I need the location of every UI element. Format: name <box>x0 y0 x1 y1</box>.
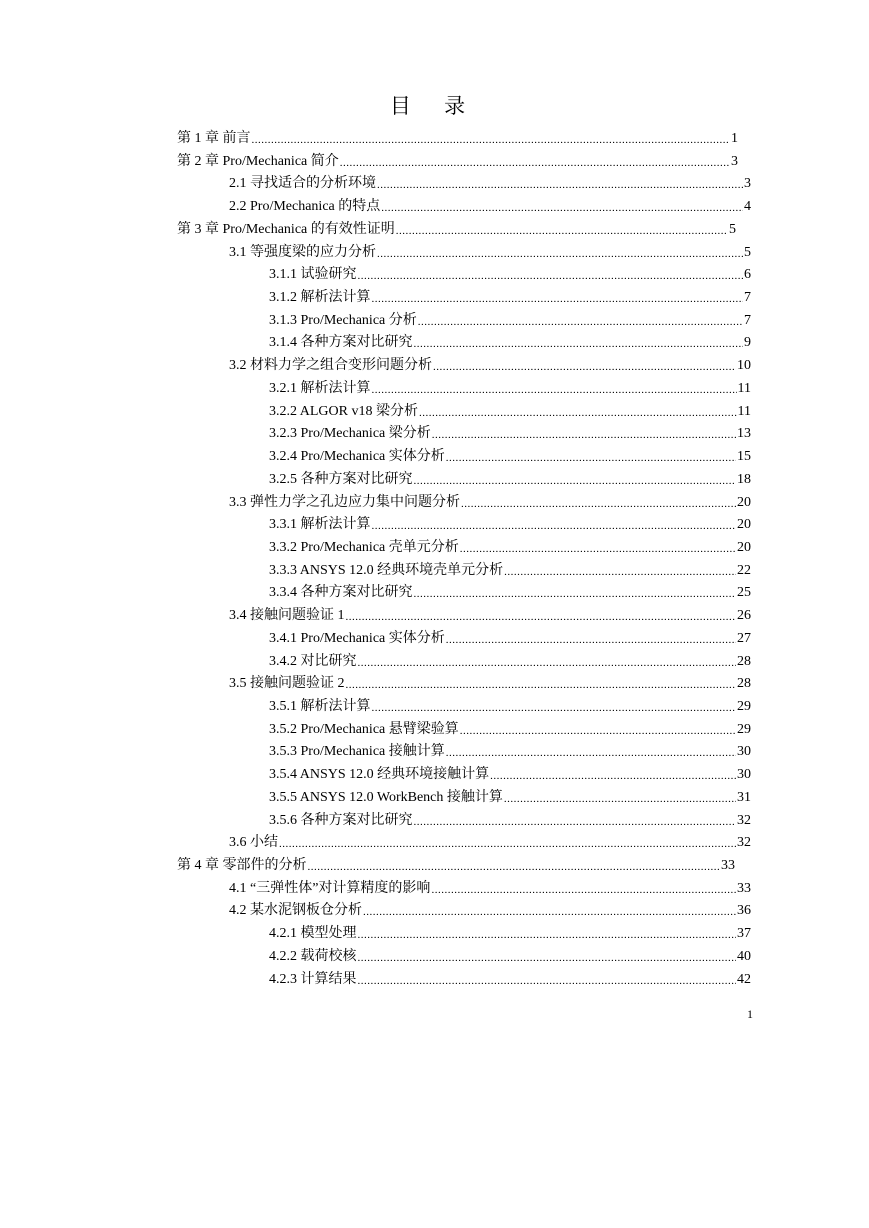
toc-entry-title: 2.1 寻找适合的分析环境 <box>229 176 376 192</box>
toc-entry-title: 4.2.3 计算结果 <box>269 971 357 987</box>
toc-entry-title: 3.1.1 试验研究 <box>269 267 357 283</box>
toc-entry-page: 31 <box>737 789 751 805</box>
toc-entry-line <box>177 856 735 876</box>
toc-entry-line <box>269 265 751 285</box>
toc-entry[interactable] <box>0 674 869 697</box>
toc-entry-page: 9 <box>744 335 751 351</box>
dot-leader <box>372 700 737 717</box>
toc-entry-title: 3.5.5 ANSYS 12.0 WorkBench 接触计算 <box>269 789 503 805</box>
toc-entry-page: 42 <box>737 971 751 987</box>
toc-entry-line <box>229 674 751 694</box>
toc-entry[interactable] <box>0 129 869 152</box>
page-title: 目 录 <box>389 94 480 118</box>
toc-entry-page: 36 <box>737 903 751 919</box>
toc-entry[interactable] <box>0 970 869 993</box>
dot-leader <box>446 632 736 649</box>
toc-entry-title: 3.5.4 ANSYS 12.0 经典环境接触计算 <box>269 767 490 783</box>
toc-entry-title: 4.1 “三弹性体”对计算精度的影响 <box>229 880 431 896</box>
toc-entry[interactable] <box>0 333 869 356</box>
toc-entry[interactable] <box>0 765 869 788</box>
dot-leader <box>252 132 731 149</box>
dot-leader <box>433 359 736 376</box>
toc-entry[interactable] <box>0 152 869 175</box>
toc-entry[interactable] <box>0 833 869 856</box>
dot-leader <box>358 973 737 990</box>
toc-entry-line <box>269 561 751 581</box>
toc-entry-line <box>269 538 751 558</box>
toc-entry-title: 3.2.5 各种方案对比研究 <box>269 471 413 487</box>
dot-leader <box>396 223 728 240</box>
toc-entry-line <box>269 811 751 831</box>
toc-entry-line <box>269 424 751 444</box>
toc-entry-page: 32 <box>737 812 751 828</box>
dot-leader <box>414 586 737 603</box>
dot-leader <box>372 291 744 308</box>
toc-entry-line <box>269 788 751 808</box>
toc-entry-page: 7 <box>744 290 751 306</box>
toc-entry-page: 20 <box>737 539 751 555</box>
toc-entry-line <box>177 152 738 172</box>
toc-entry-title: 3.5.6 各种方案对比研究 <box>269 812 413 828</box>
toc-entry-title: 3.4.2 对比研究 <box>269 653 357 669</box>
toc-entry-page: 11 <box>737 380 751 396</box>
toc-entry[interactable] <box>0 493 869 516</box>
toc-entry-page: 28 <box>737 676 751 692</box>
toc-entry-title: 3.6 小结 <box>229 835 278 851</box>
toc-entry[interactable] <box>0 879 869 902</box>
toc-entry-page: 7 <box>744 312 751 328</box>
toc-entry[interactable] <box>0 265 869 288</box>
toc-entry-title: 第 1 章 前言 <box>177 131 251 146</box>
toc-entry-line <box>269 379 751 399</box>
toc-entry[interactable] <box>0 424 869 447</box>
toc-entry-line <box>269 333 751 353</box>
toc-entry[interactable] <box>0 538 869 561</box>
toc-entry-title: 2.2 Pro/Mechanica 的特点 <box>229 199 381 215</box>
toc-entry-line <box>269 720 751 740</box>
toc-entry-line <box>269 765 751 785</box>
toc-entry[interactable] <box>0 402 869 425</box>
dot-leader <box>346 677 737 694</box>
toc-entry-page: 33 <box>721 858 735 873</box>
toc-entry-title: 3.3.1 解析法计算 <box>269 517 371 533</box>
toc-entry-line <box>269 947 751 967</box>
toc-entry-title: 3.2 材料力学之组合变形问题分析 <box>229 358 432 374</box>
toc-entry-page: 10 <box>737 358 751 374</box>
page-number: 1 <box>747 1007 753 1021</box>
toc-entry-page: 3 <box>731 153 738 169</box>
toc-entry-title: 3.2.2 ALGOR v18 梁分析 <box>269 403 418 419</box>
dot-leader <box>461 496 736 513</box>
toc-entry-page: 3 <box>744 176 751 192</box>
toc-entry-title: 3.5.2 Pro/Mechanica 悬臂梁验算 <box>269 721 459 737</box>
toc-entry[interactable] <box>0 447 869 470</box>
toc-entry[interactable] <box>0 924 869 947</box>
toc-entry-line <box>269 629 751 649</box>
toc-entry-page: 5 <box>744 244 751 260</box>
toc-entry-title: 3.3.2 Pro/Mechanica 壳单元分析 <box>269 539 459 555</box>
dot-leader <box>460 541 736 558</box>
dot-leader <box>358 950 737 967</box>
table-of-contents <box>0 129 869 992</box>
toc-entry-page: 37 <box>737 926 751 942</box>
toc-entry[interactable] <box>0 901 869 924</box>
toc-entry-line <box>269 652 751 672</box>
toc-entry-line <box>269 288 751 308</box>
toc-entry-title: 3.1.4 各种方案对比研究 <box>269 335 413 351</box>
dot-leader <box>279 836 736 853</box>
toc-entry-title: 3.2.3 Pro/Mechanica 梁分析 <box>269 426 431 442</box>
toc-entry-title: 第 3 章 Pro/Mechanica 的有效性证明 <box>177 221 395 237</box>
toc-entry[interactable] <box>0 288 869 311</box>
dot-leader <box>418 314 743 331</box>
dot-leader <box>358 927 737 944</box>
toc-entry[interactable] <box>0 742 869 765</box>
toc-entry-line <box>269 924 751 944</box>
toc-entry-page: 29 <box>737 698 751 714</box>
toc-entry-title: 3.2.1 解析法计算 <box>269 380 371 396</box>
toc-entry[interactable] <box>0 788 869 811</box>
dot-leader <box>504 564 736 581</box>
toc-entry[interactable] <box>0 197 869 220</box>
toc-entry[interactable] <box>0 174 869 197</box>
toc-entry[interactable] <box>0 311 869 334</box>
dot-leader <box>414 814 737 831</box>
toc-entry-page: 33 <box>737 880 751 896</box>
toc-entry-line <box>229 606 751 626</box>
toc-entry-page: 32 <box>737 835 751 851</box>
toc-entry-page: 40 <box>737 948 751 964</box>
toc-entry[interactable] <box>0 220 869 243</box>
toc-entry-page: 11 <box>737 403 751 419</box>
toc-entry-line <box>269 447 751 467</box>
toc-entry-line <box>229 493 751 513</box>
toc-entry-page: 20 <box>737 494 751 510</box>
toc-entry-line <box>229 833 751 853</box>
dot-leader <box>490 768 736 785</box>
dot-leader <box>431 882 736 899</box>
dot-leader <box>414 336 744 353</box>
dot-leader <box>419 405 737 422</box>
toc-entry-title: 3.2.4 Pro/Mechanica 实体分析 <box>269 449 445 465</box>
toc-entry-page: 13 <box>737 426 751 442</box>
toc-entry-title: 4.2 某水泥钢板仓分析 <box>229 903 362 919</box>
toc-entry[interactable] <box>0 561 869 584</box>
toc-entry-page: 29 <box>737 721 751 737</box>
toc-entry-page: 6 <box>744 267 751 283</box>
toc-entry[interactable] <box>0 811 869 834</box>
dot-leader <box>414 473 737 490</box>
toc-entry-title: 3.5.3 Pro/Mechanica 接触计算 <box>269 744 445 760</box>
toc-entry[interactable] <box>0 243 869 266</box>
dot-leader <box>372 382 737 399</box>
toc-entry[interactable] <box>0 379 869 402</box>
toc-entry-page: 30 <box>737 767 751 783</box>
dot-leader <box>460 723 736 740</box>
toc-entry-title: 3.1.3 Pro/Mechanica 分析 <box>269 312 417 328</box>
dot-leader <box>381 200 743 217</box>
dot-leader <box>308 859 721 876</box>
toc-entry-page: 4 <box>744 199 751 215</box>
toc-entry-title: 4.2.2 载荷校核 <box>269 948 357 964</box>
toc-entry-line <box>229 174 751 194</box>
dot-leader <box>377 177 743 194</box>
toc-entry-title: 3.1 等强度梁的应力分析 <box>229 244 376 260</box>
toc-entry-title: 3.5.1 解析法计算 <box>269 698 371 714</box>
toc-entry[interactable] <box>0 947 869 970</box>
dot-leader <box>372 518 737 535</box>
toc-entry-line <box>269 402 751 422</box>
toc-entry-line <box>229 901 751 921</box>
toc-entry-page: 22 <box>737 562 751 578</box>
dot-leader <box>446 745 736 762</box>
dot-leader <box>340 155 730 172</box>
toc-entry-title: 3.4 接触问题验证 1 <box>229 608 345 624</box>
toc-entry-page: 27 <box>737 630 751 646</box>
dot-leader <box>346 609 737 626</box>
toc-entry-line <box>229 879 751 899</box>
toc-entry-title: 3.3.4 各种方案对比研究 <box>269 585 413 601</box>
toc-entry-line <box>177 220 736 240</box>
toc-entry-line <box>269 515 751 535</box>
toc-entry[interactable] <box>0 515 869 538</box>
toc-entry-page: 30 <box>737 744 751 760</box>
dot-leader <box>446 450 736 467</box>
toc-entry-page: 5 <box>729 221 736 237</box>
toc-entry-title: 3.3 弹性力学之孔边应力集中问题分析 <box>229 494 460 510</box>
toc-entry-page: 1 <box>731 131 738 146</box>
dot-leader <box>377 246 743 263</box>
toc-entry-line <box>269 470 751 490</box>
toc-entry-page: 28 <box>737 653 751 669</box>
toc-entry[interactable] <box>0 856 869 879</box>
toc-entry[interactable] <box>0 606 869 629</box>
toc-entry-title: 第 4 章 零部件的分析 <box>177 858 307 873</box>
toc-entry-title: 4.2.1 模型处理 <box>269 926 357 942</box>
toc-entry-line <box>269 697 751 717</box>
toc-entry-title: 第 2 章 Pro/Mechanica 简介 <box>177 153 339 169</box>
toc-entry-page: 25 <box>737 585 751 601</box>
toc-entry[interactable] <box>0 720 869 743</box>
toc-entry-page: 20 <box>737 517 751 533</box>
toc-entry-line <box>177 129 738 149</box>
toc-entry-title: 3.5 接触问题验证 2 <box>229 676 345 692</box>
toc-entry[interactable] <box>0 652 869 675</box>
dot-leader <box>358 268 744 285</box>
toc-entry[interactable] <box>0 629 869 652</box>
toc-entry-page: 26 <box>737 608 751 624</box>
dot-leader <box>504 791 736 808</box>
toc-entry-title: 3.3.3 ANSYS 12.0 经典环境壳单元分析 <box>269 562 504 578</box>
toc-entry-line <box>229 356 751 376</box>
toc-entry[interactable] <box>0 583 869 606</box>
toc-entry-line <box>269 311 751 331</box>
toc-entry-line <box>269 970 751 990</box>
toc-entry[interactable] <box>0 470 869 493</box>
toc-entry[interactable] <box>0 356 869 379</box>
toc-entry[interactable] <box>0 697 869 720</box>
toc-entry-page: 18 <box>737 471 751 487</box>
toc-entry-line <box>229 243 751 263</box>
dot-leader <box>363 904 736 921</box>
toc-entry-title: 3.1.2 解析法计算 <box>269 290 371 306</box>
toc-entry-page: 15 <box>737 449 751 465</box>
dot-leader <box>432 427 736 444</box>
toc-entry-line <box>269 583 751 603</box>
toc-entry-line <box>269 742 751 762</box>
toc-entry-line <box>229 197 751 217</box>
dot-leader <box>358 655 737 672</box>
toc-entry-title: 3.4.1 Pro/Mechanica 实体分析 <box>269 630 445 646</box>
